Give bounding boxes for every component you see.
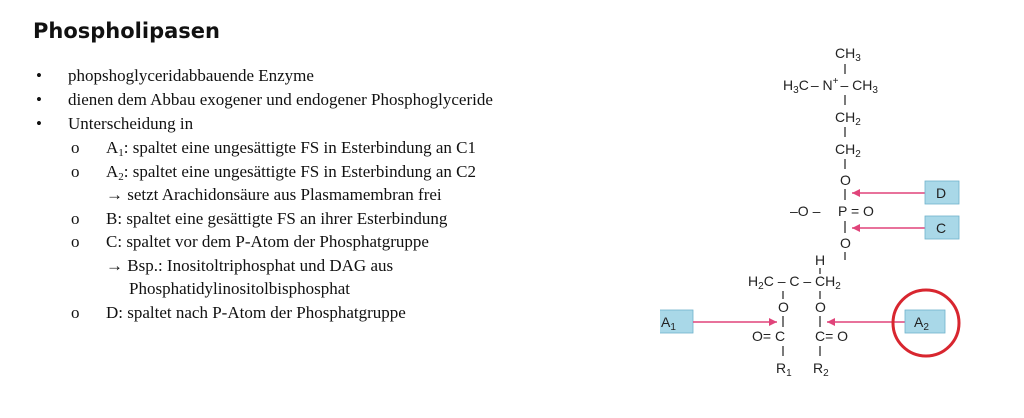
hydrogen-label: H bbox=[815, 252, 826, 268]
arrowhead-icon bbox=[769, 318, 777, 326]
sub-item-continuation: → Bsp.: Inositoltriphosphat und DAG aus bbox=[106, 255, 394, 275]
choline-row-label: $H_3C - N^+ - CH_3$ bbox=[783, 76, 878, 96]
sub-item-continuation: → setzt Arachidonsäure aus Plasmamembran frei bbox=[106, 185, 442, 204]
list-item: • phopshoglyceridabbauende Enzyme bbox=[33, 64, 653, 88]
bullet-icon: • bbox=[36, 66, 42, 85]
arrowhead-icon bbox=[827, 318, 835, 326]
list-item: • Unterscheidung in o $A_1$: spaltet eine ungesättigte FS in Esterbindung an C1 o $A_2$: spaltet eine ungesättigte FS in Esterbindung an C2 → setzt Arachidonsäure aus Plasmamembran frei o B: spaltet eine gesättigte FS an ihrer Esterbindung o C: spaltet vor dem P-Atom der Phosphatgruppe → Bsp.: Inositoltriphosphat und DAG aus Phosphatidylinositolbisphosphat o D: spaltet nach P-Atom der Phosphatgruppe bbox=[33, 112, 653, 324]
sub-item-b: o B: spaltet eine gesättigte FS an ihrer Esterbindung bbox=[68, 207, 653, 231]
bullet-list bbox=[33, 64, 653, 324]
page-title: Phospholipasen bbox=[33, 19, 220, 43]
arrowhead-icon bbox=[852, 189, 860, 197]
oxygen-label: O bbox=[840, 172, 851, 188]
r2-label: $R_2$ bbox=[813, 360, 829, 379]
carbonyl-label: O= C bbox=[752, 328, 786, 344]
sub-item-c: o C: spaltet vor dem P-Atom der Phosphatgruppe → Bsp.: Inositoltriphosphat und DAG aus Phosphatidylinositolbisphosphat bbox=[68, 230, 653, 301]
ch3-top-label: $CH_3$ bbox=[835, 45, 861, 64]
phosphorus-label: P = O bbox=[838, 203, 874, 219]
circle-bullet-icon: o bbox=[71, 232, 80, 251]
oxygen-minus-label: –O – bbox=[790, 203, 821, 219]
sub-item-continuation: Phosphatidylinositolbisphosphat bbox=[129, 279, 351, 298]
oxygen-label: O bbox=[815, 299, 826, 315]
label-a2: $A_2$ bbox=[914, 314, 929, 333]
oxygen-label: O bbox=[840, 235, 851, 251]
glycerol-row-label: $H_2C$ – C – $CH_2$ bbox=[748, 273, 841, 292]
sub-item-a1: o $A_1$: spaltet eine ungesättigte FS in Esterbindung an C1 bbox=[71, 138, 477, 159]
circle-bullet-icon: o bbox=[71, 161, 80, 181]
circle-bullet-icon: o bbox=[71, 138, 80, 157]
label-c: C bbox=[936, 220, 947, 236]
oxygen-label: O bbox=[778, 299, 789, 315]
circle-bullet-icon: o bbox=[71, 302, 80, 322]
r1-label: $R_1$ bbox=[776, 360, 792, 379]
arrowhead-icon bbox=[852, 224, 860, 232]
label-a1: $A_1$ bbox=[661, 314, 676, 333]
ch2-label: $CH_2$ bbox=[835, 141, 861, 160]
list-item: • dienen dem Abbau exogener und endogener Phosphoglyceride bbox=[33, 88, 653, 112]
label-d: D bbox=[936, 185, 947, 201]
sub-list bbox=[68, 136, 653, 324]
carbonyl-label: C= O bbox=[815, 328, 849, 344]
phospholipid-structure-diagram bbox=[660, 30, 1000, 390]
circle-bullet-icon: o bbox=[71, 208, 80, 228]
bullet-icon: • bbox=[36, 114, 42, 133]
sub-item-d: o D: spaltet nach P-Atom der Phosphatgruppe bbox=[68, 301, 653, 325]
sub-item-a2: o $A_2$: spaltet eine ungesättigte FS in Esterbindung an C2 → setzt Arachidonsäure aus Plasmamembran frei bbox=[68, 160, 653, 207]
ch2-label: $CH_2$ bbox=[835, 109, 861, 128]
bullet-icon: • bbox=[36, 90, 42, 109]
